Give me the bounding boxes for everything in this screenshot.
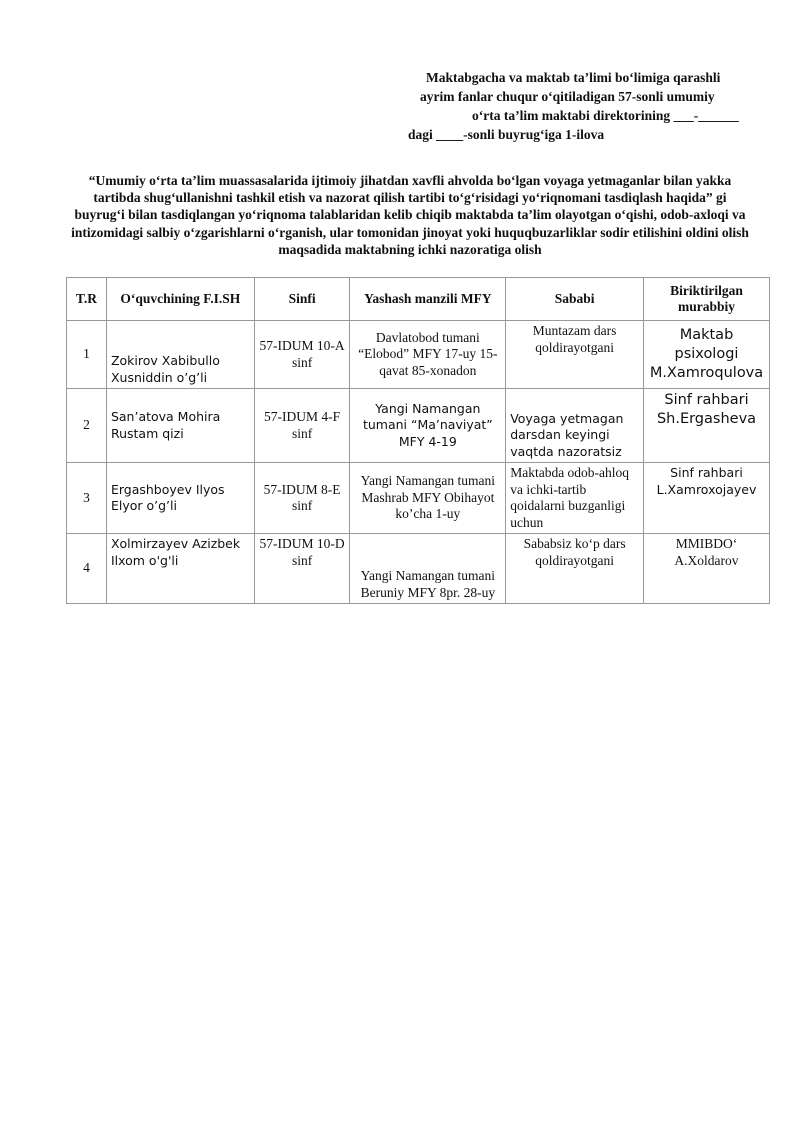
row-number: 1 xyxy=(67,321,107,389)
col-header-manzil: Yashash manzili MFY xyxy=(350,278,506,321)
table-row xyxy=(67,534,770,604)
table-header-row xyxy=(67,278,770,321)
mentor: Sinf rahbari L.Xamroxojayev xyxy=(643,463,769,534)
mentor: Maktab psixologi M.Xamroqulova xyxy=(643,321,769,389)
header-line-3: o‘rta ta’lim maktabi direktorining ___-______ xyxy=(472,108,739,123)
student-name: San’atova Mohira Rustam qizi xyxy=(106,389,254,463)
student-address: Yangi Namangan tumani “Ma’naviyat” MFY 4-19 xyxy=(350,389,506,463)
col-header-sinfi: Sinfi xyxy=(254,278,350,321)
student-class: 57-IDUM 10-A sinf xyxy=(254,321,350,389)
students-table xyxy=(66,277,770,604)
reason: Voyaga yetmagan darsdan keyingi vaqtda nazoratsiz xyxy=(506,389,644,463)
col-header-tr: T.R xyxy=(67,278,107,321)
row-number: 4 xyxy=(67,534,107,604)
student-name: Xolmirzayev Azizbek Ilxom o'g'li xyxy=(106,534,254,604)
col-header-sababi: Sababi xyxy=(506,278,644,321)
mentor: Sinf rahbari Sh.Ergasheva xyxy=(643,389,769,463)
col-header-murabbiy: Biriktirilgan murabbiy xyxy=(643,278,769,321)
reason: Muntazam dars qoldirayotgani xyxy=(506,321,644,389)
col-header-fish: O‘quvchining F.I.SH xyxy=(106,278,254,321)
document-header xyxy=(408,68,768,144)
student-name: Zokirov Xabibullo Xusniddin o’g’li xyxy=(106,321,254,389)
student-class: 57-IDUM 8-E sinf xyxy=(254,463,350,534)
student-class: 57-IDUM 4-F sinf xyxy=(254,389,350,463)
header-line-4: dagi ____-sonli buyrug‘iga 1-ilova xyxy=(408,127,605,142)
mentor: MMIBDO‘ A.Xoldarov xyxy=(643,534,769,604)
table-row xyxy=(67,321,770,389)
table-row xyxy=(67,389,770,463)
row-number: 3 xyxy=(67,463,107,534)
student-address: Yangi Namangan tumani Mashrab MFY Obihayot ko’cha 1-uy xyxy=(350,463,506,534)
header-line-1: Maktabgacha va maktab ta’limi bo‘limiga qarashli xyxy=(426,70,721,85)
student-address: Davlatobod tumani “Elobod” MFY 17-uy 15-qavat 85-xonadon xyxy=(350,321,506,389)
document-title: “Umumiy o‘rta ta’lim muassasalarida ijtimoiy jihatdan xavfli ahvolda bo‘lgan voyaga yetmaganlar bilan yakka tartibda shug‘ullanishni tashkil etish va nazorat qilish tartibi to‘g‘risidagi yo‘riqnomani tasdiqlash haqida” gi buyrug‘i bilan tasdiqlangan yo‘riqnoma talablaridan kelib chiqib maktabda ta’lim olayotgan o‘qishi, odob-axloqi va intizomidagi salbiy o‘zgarishlarni o‘rganish, ular tomonidan jinoyat yoki huquqbuzarliklar sodir etilishini oldini olish maqsadida maktabning ichki nazoratiga olish xyxy=(71,173,749,257)
table-row xyxy=(67,463,770,534)
student-name: Ergashboyev Ilyos Elyor o’g’li xyxy=(106,463,254,534)
student-address: Yangi Namangan tumani Beruniy MFY 8pr. 28-uy xyxy=(350,534,506,604)
reason: Maktabda odob-ahloq va ichki-tartib qoidalarni buzganligi uchun xyxy=(506,463,644,534)
header-line-2: ayrim fanlar chuqur o‘qitiladigan 57-sonli umumiy xyxy=(420,89,715,104)
student-class: 57-IDUM 10-D sinf xyxy=(254,534,350,604)
reason: Sababsiz ko‘p dars qoldirayotgani xyxy=(506,534,644,604)
row-number: 2 xyxy=(67,389,107,463)
